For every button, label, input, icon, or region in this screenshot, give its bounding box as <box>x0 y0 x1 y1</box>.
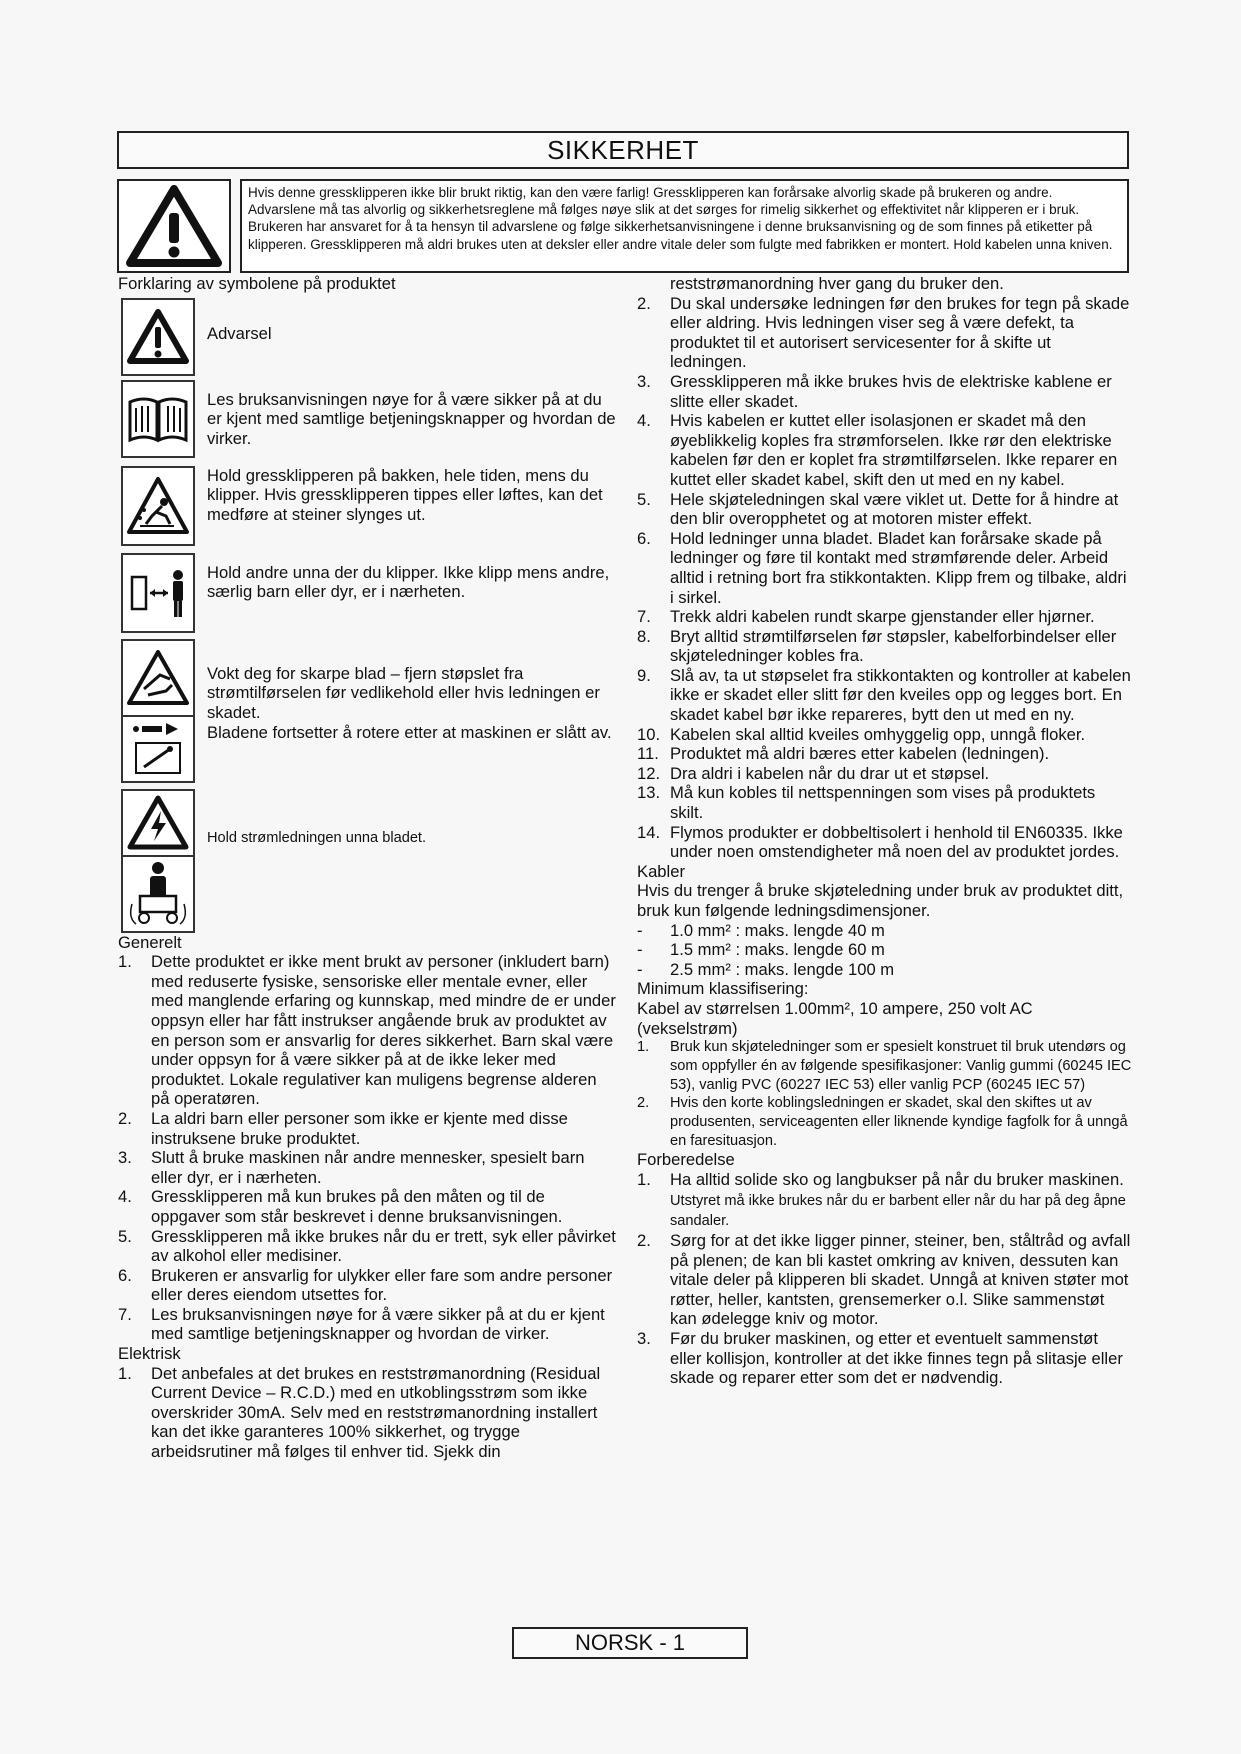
symbol-row <box>118 294 618 380</box>
left-column <box>118 274 618 1462</box>
page-title-box <box>117 131 1129 169</box>
symbol-row <box>118 380 618 466</box>
page-footer <box>512 1627 748 1659</box>
warning-box-text: Hvis denne gressklipperen ikke blir brukt riktig, kan den være farlig! Gressklipperen kan forårsake alvorlig skade på brukeren og andre. Advarslene må tas alvorlig og sikkerhetsreglene må følges nøye slik at det sørges for rimelig sikkerhet og effektivitet når klipperen er i bruk. Brukeren har ansvaret for å ta hensyn til advarslene og følge sikkerhetsanvisningene i denne bruksanvisning og de som finnes på etiketter på klipperen. Gressklipperen må aldri brukes uten at deksler eller andre vitale deler som fulgte med fabrikken er montert. Hold kabelen unna kniven. <box>240 179 1129 273</box>
manual-book-icon <box>121 380 195 458</box>
list-item: 12. Dra aldri i kabelen når du drar ut et støpsel. <box>637 763 990 783</box>
cables-heading: Kabler <box>637 861 685 881</box>
preparation-heading: Forberedelse <box>637 1150 735 1170</box>
list-item: 2. Sørg for at det ikke ligger pinner, steiner, ben, ståltråd og avfall på plenen; de kan bli kastet omkring av kniven, dessuten kan vitale deler på klipperen bli skadet. Unngå at kniven støter mot røtter, heller, kantsten, grensemerker o.l. Slike sammenstøt kan ødelegge kniv og motor. <box>637 1230 1131 1329</box>
cable-notes-list <box>637 1038 1132 1150</box>
symbol-row <box>118 639 618 789</box>
symbol-text: Bladene fortsetter å rotere etter at maskinen er slått av. <box>207 722 612 742</box>
list-item: 3. Gressklipperen må ikke brukes hvis de elektriske kablene er slitte eller skadet. <box>637 371 1112 411</box>
preparation-list <box>637 1170 1132 1388</box>
list-item: 6. Hold ledninger unna bladet. Bladet kan forårsake skade på ledninger og føre til kontakt med strømførende deler. Arbeid alltid i retning bort fra stikkontakten. Klipp frem og tilbake, aldri i sirkel. <box>637 528 1127 607</box>
sharp-blade-icon <box>121 639 195 717</box>
list-item: 11. Produktet må aldri bæres etter kabelen (ledningen). <box>637 744 1050 764</box>
list-item: 5. Hele skjøteledningen skal være viklet ut. Dette for å hindre at den blir overopphetet og at motoren mister effekt. <box>637 489 1119 529</box>
symbol-text: Vokt deg for skarpe blad – fjern støpslet fra strømtilførselen før vedlikehold eller hvis ledningen er skadet. <box>207 663 600 722</box>
list-item: 1. Bruk kun skjøteledninger som er spesielt konstruet til bruk utendørs og som oppfyller én av følgende spesifikasjoner: Vanlig gummi (60245 IEC 53), vanlig PVC (60227 IEC 53) eller vanlig PCP (60245 IEC 57) <box>637 1039 1132 1093</box>
symbol-text: Hold gressklipperen på bakken, hele tiden, mens du klipper. Hvis gressklipperen tippes eller løftes, kan det medføre at steiner slynges ut. <box>207 465 603 524</box>
page-title: SIKKERHET <box>547 134 699 165</box>
bystander-distance-icon <box>121 553 195 633</box>
list-item: 1. Dette produktet er ikke ment brukt av personer (inkludert barn) med reduserte fysiske, sensoriske eller mentale evner, eller med manglende erfaring og kunnskap, med mindre de er under oppsyn eller har fått instrukser angående bruk av produktet av en person som er ansvarlig for deres sikkerhet. Barn skal være under oppsyn for å være sikker på at de ikke leker med produktet. Lokale regulativer kan muligens begrense alderen på operatøren. <box>118 952 616 1109</box>
list-item: - 1.5 mm² : maks. lengde 60 m <box>637 940 885 960</box>
min-class-heading: Minimum klassifisering: <box>637 979 809 999</box>
list-item: 7. Trekk aldri kabelen rundt skarpe gjenstander eller hjørner. <box>637 607 1095 627</box>
list-item: 7. Les bruksanvisningen nøye for å være sikker på at du er kjent med samtlige betjeningsknapper og hvordan de virker. <box>118 1304 605 1344</box>
list-item: 14. Flymos produkter er dobbeltisolert i henhold til EN60335. Ikke under noen omstendigheter må noen del av produktet jordes. <box>637 822 1123 862</box>
list-item: 1. Det anbefales at det brukes en reststrømanordning (Residual Current Device – R.C.D.) med en utkoblingsstrøm som ikke overskrider 30mA. Selv med en reststrømanordning installert kan det ikke garanteres 100% sikkerhet, og trygge arbeidsrutiner må følges til enhver tid. Sjekk din <box>118 1363 601 1462</box>
symbol-row <box>118 553 618 639</box>
list-item: 2. Hvis den korte koblingsledningen er skadet, skal den skiftes ut av produsenten, serviceagenten eller liknende kyndige fagfolk for å unngå en faresituasjon. <box>637 1095 1128 1149</box>
symbol-text: Advarsel <box>207 323 272 343</box>
list-item: 4. Hvis kabelen er kuttet eller isolasjonen er skadet må den øyeblikkelig koples fra strømforselen. Ikke rør den elektriske kabelen før den er koplet fra strømtilførselen. Ikke reparer en kuttet eller skadet kabel, skift den ut med en ny kabel. <box>637 411 1118 489</box>
right-column <box>637 274 1132 1388</box>
thrown-objects-icon <box>121 466 195 546</box>
blade-rotating-icon <box>121 715 195 783</box>
electric-item1-continued: reststrømanordning hver gang du bruker den. <box>670 274 1004 293</box>
general-list <box>118 952 618 1344</box>
general-heading: Generelt <box>118 932 182 952</box>
electric-cable-icon <box>121 789 195 857</box>
electric-heading: Elektrisk <box>118 1344 181 1364</box>
cable-size-list <box>637 921 1132 980</box>
list-item: 3. Før du bruker maskinen, og etter et eventuelt sammenstøt eller kollisjon, kontroller at det ikke finnes tegn på slitasje eller skade og reparer etter som det er nødvendig. <box>637 1328 1123 1388</box>
list-item: 5. Gressklipperen må ikke brukes når du er trett, syk eller påvirket av alkohol eller medisiner. <box>118 1226 616 1266</box>
list-item: 4. Gressklipperen må kun brukes på den måten og til de oppgaver som står beskrevet i denne bruksanvisningen. <box>118 1187 563 1226</box>
list-item: - 2.5 mm² : maks. lengde 100 m <box>637 959 895 979</box>
list-item: 8. Bryt alltid strømtilførselen før støpsler, kabelforbindelser eller skjøteledninger kobles fra. <box>637 626 1117 666</box>
preparation-small-note: Utstyret må ikke brukes når du er barbent eller når du har på deg åpne sandaler. <box>670 1192 1126 1230</box>
list-item: 2. Du skal undersøke ledningen før den brukes for tegn på skade eller aldring. Hvis ledningen viser seg å være defekt, ta produktet til et autorisert servicesenter for å skifte ut ledningen. <box>637 293 1130 372</box>
symbols-heading: Forklaring av symbolene på produktet <box>118 274 396 293</box>
warning-triangle-icon <box>121 298 195 376</box>
list-item: 3. Slutt å bruke maskinen når andre mennesker, spesielt barn eller dyr, er i nærheten. <box>118 1148 585 1187</box>
page-number-label: NORSK - 1 <box>574 1630 686 1655</box>
list-item: 2. La aldri barn eller personer som ikke er kjente med disse instruksene bruke produktet. <box>118 1108 568 1148</box>
list-item: 6. Brukeren er ansvarlig for ulykker eller fare som andre personer eller deres eiendom utsettes for. <box>118 1265 613 1305</box>
list-item: 13. Må kun kobles til nettspenningen som vises på produktets skilt. <box>637 783 1096 823</box>
electric-list-right <box>637 294 1132 862</box>
warning-triangle-large-icon <box>117 179 231 273</box>
symbol-text: Hold strømledningen unna bladet. <box>207 829 427 846</box>
symbol-text: Hold andre unna der du klipper. Ikke klipp mens andre, særlig barn eller dyr, er i nærheten. <box>207 562 610 602</box>
symbol-row <box>118 789 618 939</box>
symbol-text: Les bruksanvisningen nøye for å være sikker på at du er kjent med samtlige betjeningsknapper og hvordan de virker. <box>207 389 616 448</box>
electric-list-left <box>118 1364 618 1462</box>
list-item: 9. Slå av, ta ut støpselet fra stikkontakten og kontroller at kabelen ikke er skadet eller slitt før den kveiles opp og legges bort. En skadet kabel bør ikke repareres, bytt den ut med en ny. <box>637 665 1131 725</box>
symbol-row <box>118 466 618 553</box>
list-item: 10. Kabelen skal alltid kveiles omhyggelig opp, unngå floker. <box>637 724 1086 744</box>
list-item: - 1.0 mm² : maks. lengde 40 m <box>637 920 885 940</box>
list-item: 1. Ha alltid solide sko og langbukser på når du bruker maskinen. Utstyret må ikke brukes når du er barbent eller når du har på deg åpne sandaler. <box>637 1169 1126 1230</box>
min-class-text: Kabel av størrelsen 1.00mm², 10 ampere, 250 volt AC (vekselstrøm) <box>637 998 1033 1038</box>
person-with-mower-icon <box>121 855 195 933</box>
cables-intro: Hvis du trenger å bruke skjøteledning under bruk av produktet ditt, bruk kun følgende ledningsdimensjoner. <box>637 881 1124 920</box>
